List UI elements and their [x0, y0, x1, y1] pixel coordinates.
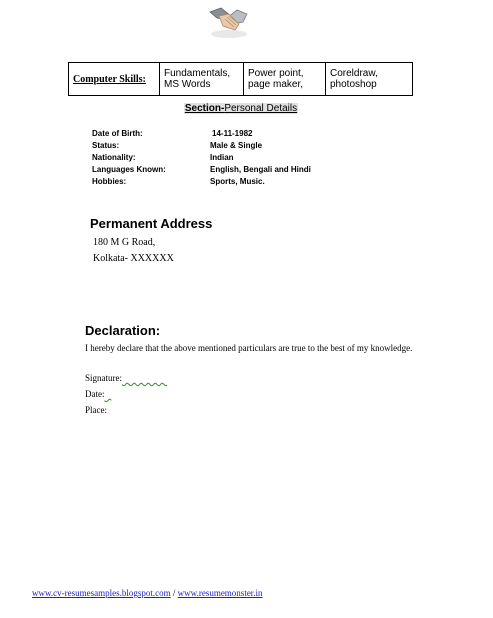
declaration-text: I hereby declare that the above mentioned particulars are true to the best of my knowledge.: [85, 343, 413, 353]
detail-value: Sports, Music.: [210, 177, 265, 186]
detail-row: [92, 128, 311, 140]
handshake-icon: [207, 2, 251, 40]
detail-label: Nationality:: [92, 153, 136, 162]
date-blank: [105, 389, 112, 399]
address-heading: Permanent Address: [90, 216, 213, 231]
skills-cell: Power point, page maker,: [244, 63, 326, 96]
detail-label: Status:: [92, 141, 120, 150]
date-label: Date:: [85, 389, 105, 399]
signature-block: [85, 370, 167, 418]
skills-cell: Fundamentals, MS Words: [160, 63, 244, 96]
address-line: 180 M G Road,: [93, 237, 156, 248]
detail-row: [92, 152, 311, 164]
detail-label: Hobbies:: [92, 177, 127, 186]
section-heading: [0, 103, 482, 114]
detail-row: [92, 164, 311, 176]
skills-label: Computer Skills:: [69, 63, 160, 96]
footer-link-resumemonster[interactable]: www.resumemonster.in: [177, 588, 263, 598]
detail-label: Languages Known:: [92, 165, 166, 174]
detail-value: Male & Single: [210, 141, 263, 150]
place-label: Place:: [85, 405, 107, 415]
section-heading-text: Personal Details: [224, 103, 298, 114]
section-heading-bold: Section-: [184, 103, 225, 114]
detail-value: Indian: [210, 153, 234, 162]
footer-links: [32, 588, 263, 598]
detail-row: [92, 176, 311, 188]
computer-skills-table: [68, 62, 413, 96]
skills-cell: Coreldraw, photoshop: [326, 63, 413, 96]
signature-blank: [122, 373, 167, 383]
detail-row: [92, 140, 311, 152]
signature-line: [85, 370, 167, 386]
detail-value: 14-11-1982: [212, 129, 253, 138]
detail-label: Date of Birth:: [92, 129, 143, 138]
date-line: [85, 386, 167, 402]
personal-details: [92, 128, 311, 188]
detail-value: English, Bengali and Hindi: [210, 165, 311, 174]
address-line: Kolkata- XXXXXX: [93, 253, 174, 264]
signature-label: Signature:: [85, 373, 122, 383]
table-row: [69, 63, 413, 96]
address-block: [93, 235, 174, 267]
section-heading-box: [184, 103, 298, 114]
declaration-heading: Declaration:: [85, 323, 161, 338]
footer-link-blog[interactable]: www.cv-resumesamples.blogspot.com: [32, 588, 171, 598]
footer-separator: /: [170, 588, 178, 598]
